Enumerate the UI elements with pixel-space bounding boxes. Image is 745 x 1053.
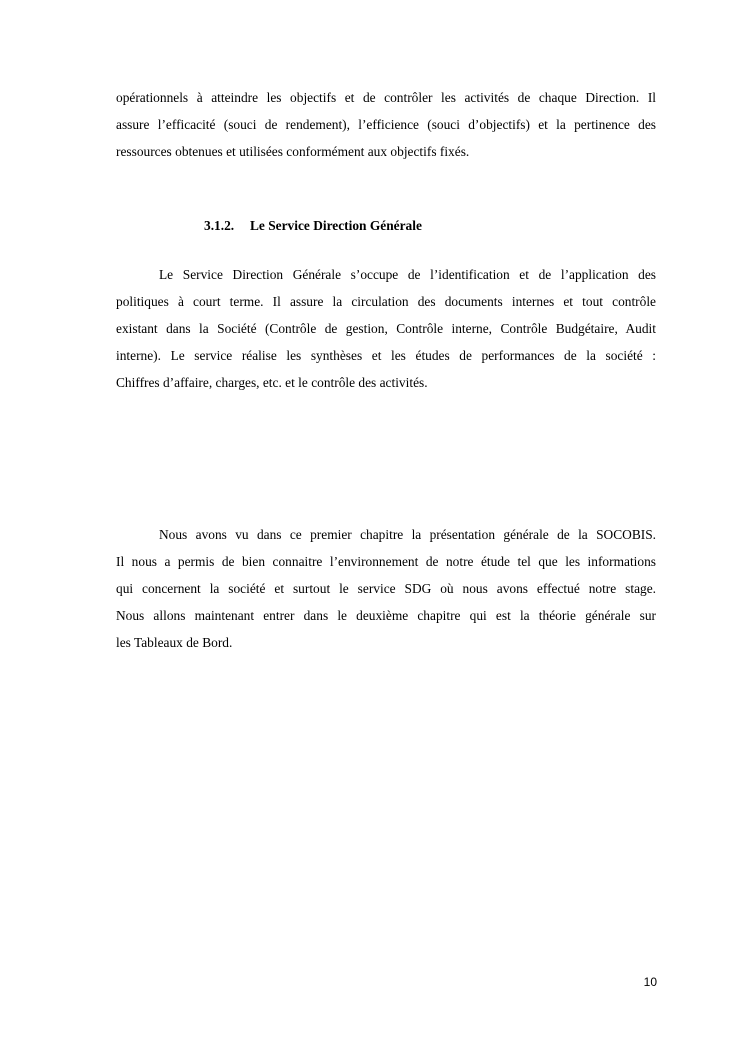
- paragraph-line: assure l’efficacité (souci de rendement), l’efficience (souci d’objectifs) et la pertinence des: [116, 116, 656, 132]
- section-title: Le Service Direction Générale: [250, 218, 422, 233]
- paragraph-chapter-conclusion: [116, 522, 656, 657]
- paragraph-continuation: [116, 85, 656, 166]
- paragraph-line: qui concernent la société et surtout le service SDG où nous avons effectué notre stage.: [116, 580, 656, 596]
- paragraph-line: Nous allons maintenant entrer dans le deuxième chapitre qui est la théorie générale sur: [116, 607, 656, 623]
- paragraph-service-description: [116, 262, 656, 397]
- paragraph-line: Le Service Direction Générale s’occupe de l’identification et de l’application des: [159, 267, 656, 282]
- paragraph-line: Il nous a permis de bien connaitre l’environnement de notre étude tel que les informations: [116, 553, 656, 569]
- paragraph-line: existant dans la Société (Contrôle de gestion, Contrôle interne, Contrôle Budgétaire, Audit: [116, 320, 656, 336]
- page-number: 10: [643, 975, 657, 989]
- section-heading: [204, 213, 422, 239]
- paragraph-line: Nous avons vu dans ce premier chapitre la présentation générale de la SOCOBIS.: [159, 527, 656, 542]
- paragraph-line: Chiffres d’affaire, charges, etc. et le contrôle des activités.: [116, 374, 428, 390]
- section-number: 3.1.2.: [204, 218, 235, 233]
- paragraph-line: politiques à court terme. Il assure la circulation des documents internes et tout contrôle: [116, 293, 656, 309]
- paragraph-line: opérationnels à atteindre les objectifs et de contrôler les activités de chaque Direction. Il: [116, 90, 656, 105]
- paragraph-line: interne). Le service réalise les synthèses et les études de performances de la société :: [116, 347, 656, 363]
- paragraph-line: les Tableaux de Bord.: [116, 634, 233, 650]
- paragraph-line: ressources obtenues et utilisées conformément aux objectifs fixés.: [116, 143, 470, 159]
